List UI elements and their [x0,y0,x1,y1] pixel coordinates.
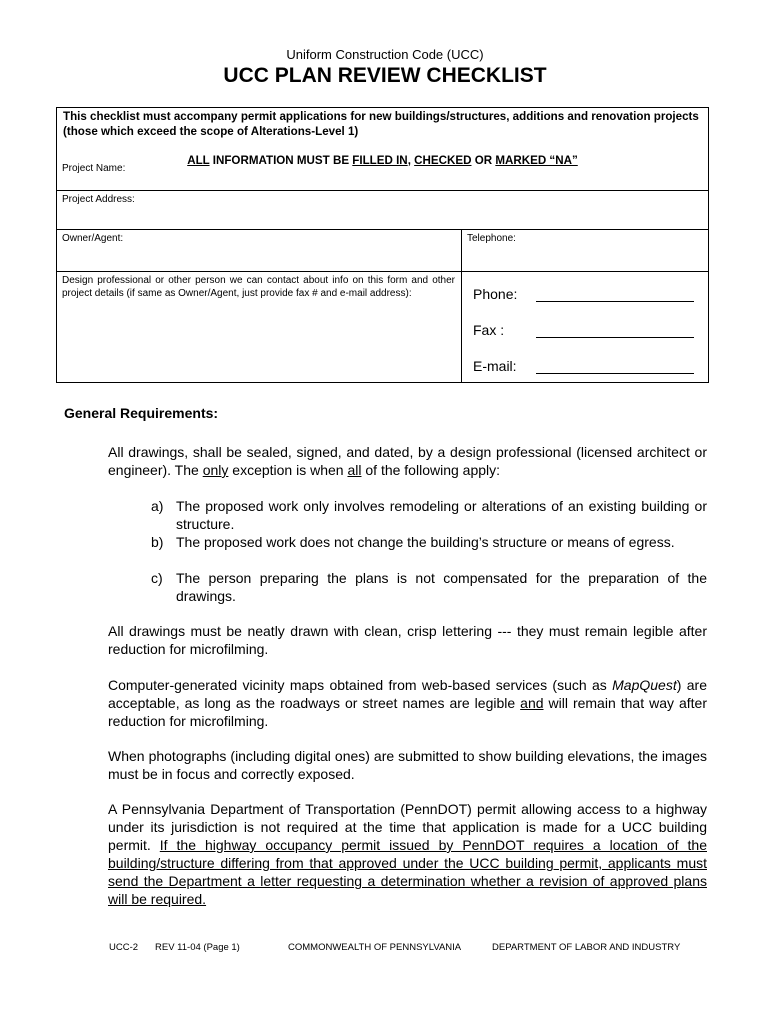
list-item-text: The proposed work does not change the building’s structure or means of egress. [176,534,675,550]
p1-text-all: all [347,462,362,478]
design-professional-row [57,271,708,382]
p5-text-b: If the highway occupancy permit issued by PennDOT requires a location of the building/structure differing from that approved under the UCC building permit, applicants must send the Department a letter requesting a determination whether a revision of approved plans will be required. [108,837,707,907]
all-info-part6: OR [471,154,496,167]
telephone-label: Telephone: [467,233,516,244]
all-info-part1: ALL [187,154,210,167]
p5-text-a: A Pennsylvania Department of Transportation (PennDOT) permit allowing access to a highway under its jurisdiction is not required at the time that application is made for a UCC building permit. [108,801,707,853]
sealed-drawings-paragraph [108,443,707,479]
owner-row [57,229,708,271]
general-requirements-heading: General Requirements: [64,405,219,421]
owner-agent-field[interactable] [57,230,462,271]
photographs-paragraph: When photographs (including digital ones) are submitted to show building elevations, the images must be in focus and correctly exposed. [108,748,707,782]
form-intro [57,108,708,166]
p1-text-only: only [202,462,229,478]
vicinity-maps-paragraph [108,676,707,730]
lettering-paragraph: All drawings must be neatly drawn with clean, crisp lettering --- they must remain legible after reduction for microfilming. [108,623,707,657]
footer-commonwealth: COMMONWEALTH OF PENNSYLVANIA [288,942,462,953]
phone-label: Phone: [473,286,518,302]
all-info-part7: MARKED “NA” [495,154,578,167]
p1-text-c: exception is when [228,462,348,478]
document-title: UCC PLAN REVIEW CHECKLIST [223,64,547,87]
p1-text-a: All drawings, shall be sealed, signed, and dated, by a design professional (licensed architect or engineer). The [108,444,707,478]
all-info-part3: FILLED IN [352,154,408,167]
p3-text-and: and [520,695,544,711]
email-input-line[interactable] [536,358,694,374]
fax-label: Fax : [473,322,505,338]
list-item [151,533,707,551]
project-info-form [56,107,709,383]
penndot-paragraph [108,800,707,908]
email-label: E-mail: [473,358,517,374]
fax-input-line[interactable] [536,322,694,338]
all-info-part5: CHECKED [414,154,472,167]
footer-form-id: UCC-2 [109,942,139,953]
project-address-label: Project Address: [62,194,135,205]
design-professional-label: Design professional or other person we can contact about info on this form and other project details (if same as Owner/Agent, just provide fax # and e-mail address): [62,275,455,299]
phone-input-line[interactable] [536,286,694,302]
intro-text: This checklist must accompany permit applications for new buildings/structures, additions and renovation projects (those which exceed the scope of Alterations-Level 1) [63,110,699,138]
p1-text-e: of the following apply: [361,462,501,478]
p3-text-a: Computer-generated vicinity maps obtained from web-based services (such as [108,677,613,693]
list-marker: c) [151,570,163,586]
all-info-part4: , [407,154,415,167]
exception-list-c [151,569,707,605]
list-item [151,497,707,533]
p3-text-e: will remain that way after reduction for microfilming. [108,695,707,729]
all-info-part2: INFORMATION MUST BE [209,154,353,167]
telephone-field[interactable] [462,230,516,271]
p3-text-c: ) are acceptable, as long as the roadways or street names are legible [108,677,707,711]
project-address-field[interactable] [57,190,708,229]
list-item [151,569,707,605]
list-marker: b) [151,534,164,550]
exception-list-a [151,497,707,533]
exception-list-b [151,533,707,551]
document-subtitle: Uniform Construction Code (UCC) [286,47,484,62]
footer-department: DEPARTMENT OF LABOR AND INDUSTRY [492,942,681,953]
p3-text-mapquest: MapQuest [612,677,677,693]
list-marker: a) [151,498,164,514]
footer-revision: REV 11-04 (Page 1) [155,942,240,953]
list-item-text: The person preparing the plans is not compensated for the preparation of the drawings. [176,570,707,604]
design-professional-field[interactable] [57,272,462,382]
list-item-text: The proposed work only involves remodeling or alterations of an existing building or structure. [176,498,707,532]
contact-details [462,272,708,382]
project-name-label: Project Name: [62,163,126,174]
owner-agent-label: Owner/Agent: [62,233,124,244]
